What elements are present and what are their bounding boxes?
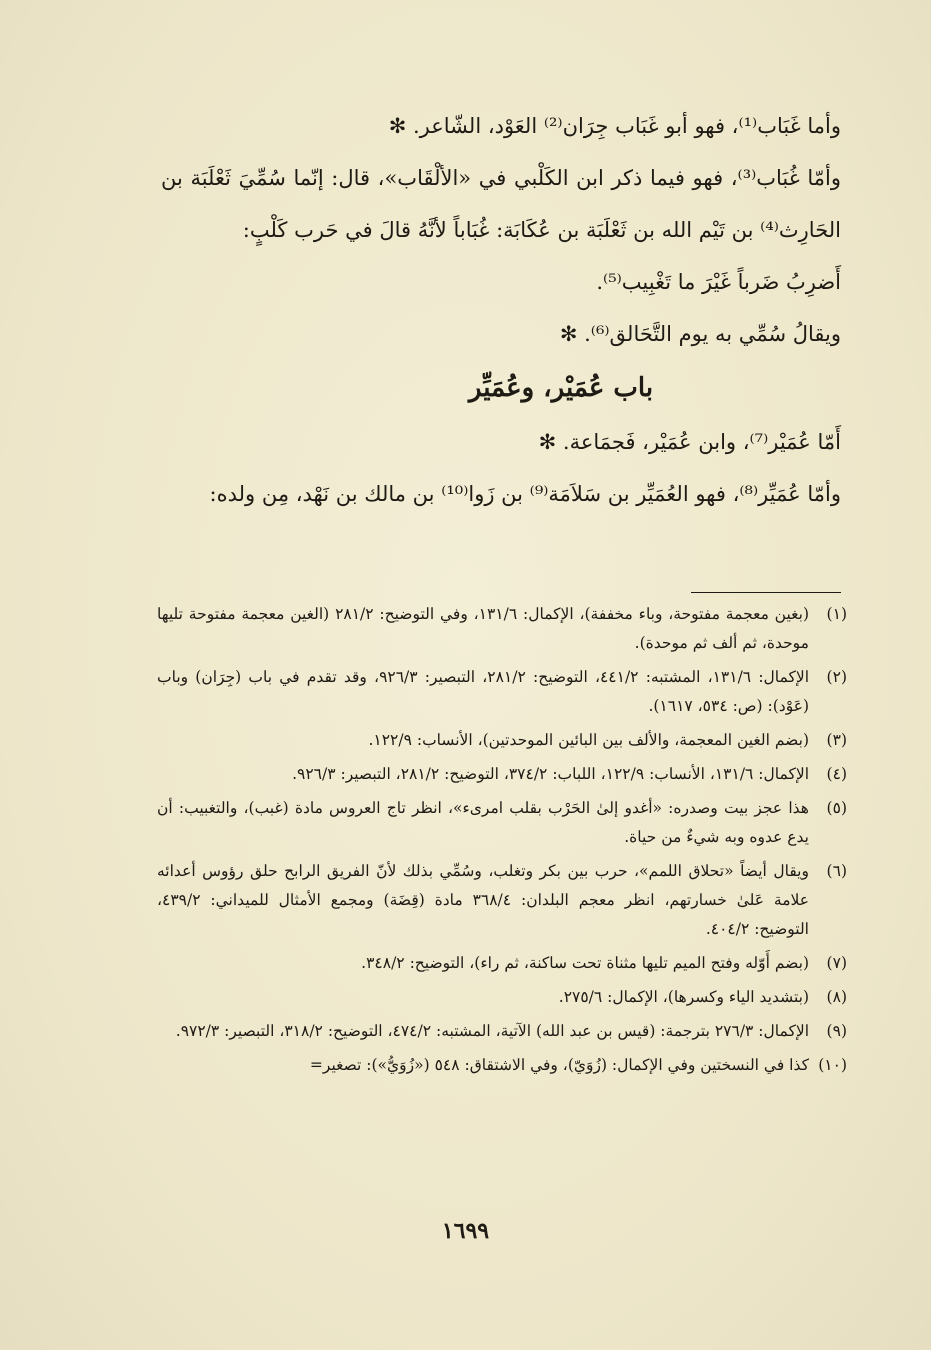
footnote-number: (٩) xyxy=(826,1022,847,1040)
footnote-text: ويقال أيضاً «تحلاق اللمم»، حرب بين بكر وتغلب، وسُمِّي بذلك لأنّ الفريق الرابح حلق رؤوس أعدائه علامة عَلىٰ خسارتهم، انظر معجم البلدان: ٣٦٨/٤ مادة (قِضَة) ومجمع الأمثال للميداني: ٤٣٩/٢، التوضيح: ٤٠٤/٢. xyxy=(157,862,809,938)
footnotes xyxy=(157,600,847,1085)
footnote xyxy=(157,726,847,755)
page-number: ١٦٩٩ xyxy=(441,1218,490,1244)
footnote-number: (٥) xyxy=(826,799,847,817)
footnote-separator xyxy=(691,592,841,593)
footnote xyxy=(157,1017,847,1046)
main-line-tahaluq: ويقالُ سُمِّي به يوم التَّحَالق⁽⁶⁾. ✻ xyxy=(559,322,841,346)
footnote-text: (بضم الغين المعجمة، والألف بين البائين الموحدتين)، الأنساب: ١٢٢/٩. xyxy=(368,731,809,749)
footnote-text: الإكمال: ١٣١/٦، المشتبه: ٤٤١/٢، التوضيح: ٢٨١/٢، التبصير: ٩٢٦/٣، وقد تقدم في باب (جِرَان) وباب (عَوْد): (ص: ٥٣٤، ١٦١٧). xyxy=(157,668,810,715)
footnote-text: (بغين معجمة مفتوحة، وباء مخففة)، الإكمال: ١٣١/٦، وفي التوضيح: ٢٨١/٢ (الغين معجمة مفتوحة تليها موحدة، ثم ألف ثم موحدة). xyxy=(157,605,809,652)
main-line-1: وأما غَبَاب⁽¹⁾، فهو أبو غَبَاب جِرَان⁽²⁾ العَوْد، الشّاعر. ✻ xyxy=(388,114,841,138)
footnote xyxy=(157,794,847,852)
verse-line: أَضرِبُ ضَرباً غَيْرَ ما تَغْبِيب⁽⁵⁾. xyxy=(596,270,841,294)
footnote-number: (٢) xyxy=(826,668,847,686)
section-heading: باب عُمَيْر، وعُمَيِّر xyxy=(468,373,654,403)
main-paragraph-ghubab: وأمّا غُبَاب⁽³⁾، فهو فيما ذكر ابن الكَلْبي في «الألْقَاب»، قال: إنّما سُمِّيَ ثَعْلَبَة بن الحَارِث⁽⁴⁾ بن تَيْم الله بن ثَعْلَبَة بن عُكَابَة: غُبَاباً لأنَّهُ قالَ في حَرب كَلْبٍ: xyxy=(161,166,841,242)
footnote-text: الإكمال: ١٣١/٦، الأنساب: ١٢٢/٩، اللباب: ٣٧٤/٢، التوضيح: ٢٨١/٢، التبصير: ٩٢٦/٣. xyxy=(292,765,809,783)
footnote xyxy=(157,663,847,721)
footnote xyxy=(157,949,847,978)
footnote-number: (٤) xyxy=(826,765,847,783)
footnote-text: (بتشديد الياء وكسرها)، الإكمال: ٢٧٥/٦. xyxy=(558,988,809,1006)
footnote-number: (٦) xyxy=(826,862,847,880)
footnote xyxy=(157,600,847,658)
footnote-number: (٣) xyxy=(826,731,847,749)
footnote-text: هذا عجز بيت وصدره: «أغدو إلىٰ الحَرْب بقلب امرىء»، انظر تاج العروس مادة (غبب)، والتغبيب: أن يدع عدوه وبه شيءٌ من حياة. xyxy=(157,799,809,846)
main-line-umayyir: وأمّا عُمَيِّر⁽⁸⁾، فهو العُمَيِّر بن سَلاَمَة⁽⁹⁾ بن زَوا⁽¹⁰⁾ بن مالك بن نَهْد، مِن ولده: xyxy=(209,482,841,506)
footnote xyxy=(157,760,847,789)
footnote-text: الإكمال: ٢٧٦/٣ بترجمة: (قيس بن عبد الله) الآتية، المشتبه: ٤٧٤/٢، التوضيح: ٣١٨/٢، التبصير: ٩٧٢/٣. xyxy=(175,1022,809,1040)
footnote-text: كذا في النسختين وفي الإكمال: (زُوَيّ)، وفي الاشتقاق: ٥٤٨ («زُوَيُّ»): تصغير= xyxy=(309,1056,809,1074)
footnote-text: (بضم أَوّله وفتح الميم تليها مثناة تحت ساكنة، ثم راء)، التوضيح: ٣٤٨/٢. xyxy=(361,954,809,972)
footnote-number: (١٠) xyxy=(818,1056,847,1074)
footnote xyxy=(157,857,847,944)
footnote-number: (٧) xyxy=(826,954,847,972)
footnote xyxy=(157,1051,847,1080)
main-line-umayr: أَمّا عُمَيْر⁽⁷⁾، وابن عُمَيْر، فَجمَاعة. ✻ xyxy=(538,430,841,454)
main-text xyxy=(161,100,841,520)
footnote xyxy=(157,983,847,1012)
footnote-number: (٨) xyxy=(826,988,847,1006)
footnote-number: (١) xyxy=(826,605,847,623)
